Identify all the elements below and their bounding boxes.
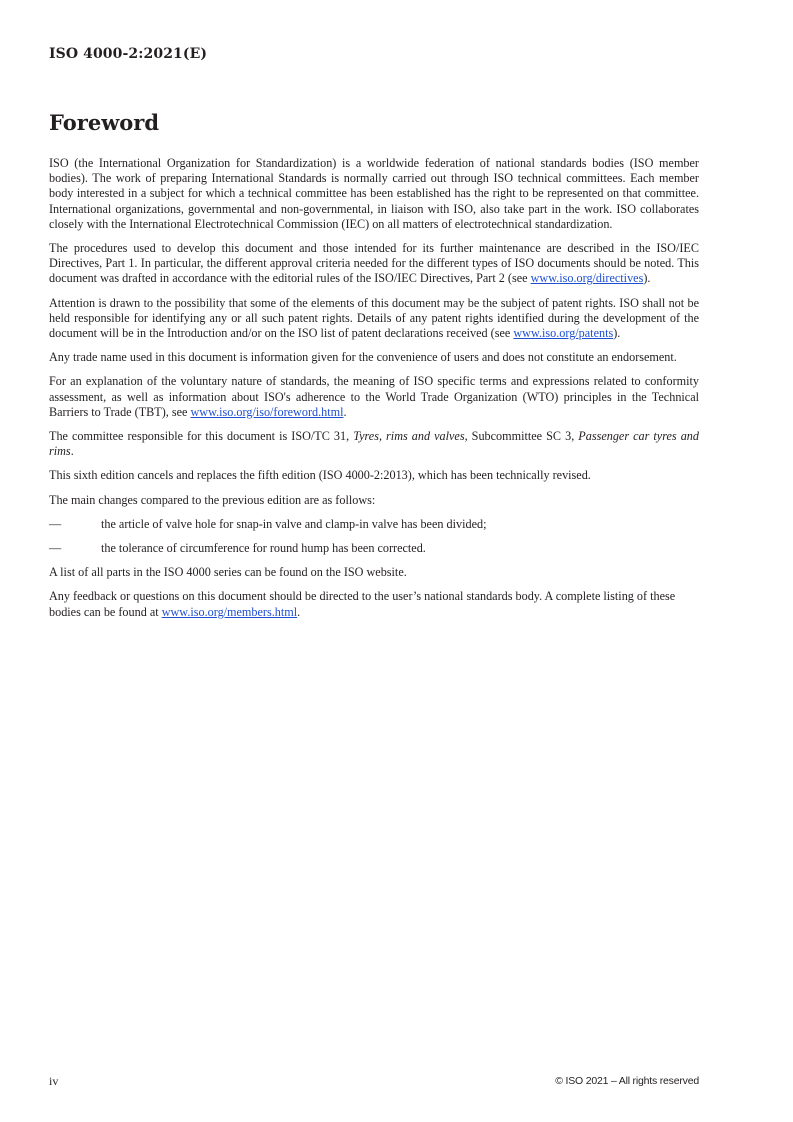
paragraph-text: The committee responsible for this document is ISO/TC 31,: [49, 429, 354, 444]
em-dash-bullet: —: [49, 516, 62, 531]
paragraph-committee: [49, 429, 699, 459]
list-item-text: the article of valve hole for snap-in valve and clamp-in valve has been divided;: [101, 516, 487, 531]
copyright-notice: © ISO 2021 – All rights reserved: [555, 1075, 699, 1087]
paragraph-text: Any feedback or questions on this document should be directed to the user’s national standards body. A complete listing of these bodies can be found at: [49, 589, 676, 619]
members-link[interactable]: www.iso.org/members.html: [161, 604, 298, 619]
list-item: [49, 541, 699, 556]
patents-link[interactable]: www.iso.org/patents: [513, 326, 614, 341]
foreword-link[interactable]: www.iso.org/iso/foreword.html: [190, 404, 344, 419]
paragraph-text: For an explanation of the voluntary nature of standards, the meaning of ISO specific terms and expressions related to conformity assessment, as well as information about ISO's adherence to the World Trade Organization (WTO) principles in the Technical Barriers to Trade (TBT), see: [49, 374, 699, 419]
em-dash-bullet: —: [49, 541, 62, 556]
paragraph-text: ).: [643, 271, 651, 286]
page-number: iv: [49, 1074, 59, 1088]
list-item-text: the tolerance of circumference for round hump has been corrected.: [101, 541, 426, 556]
committee-title: Tyres, rims and valves: [353, 429, 465, 444]
paragraph-iso-intro: ISO (the International Organization for Standardization) is a worldwide federation of national standards bodies (ISO member bodies). The work of preparing International Standards is normally carried out through ISO technical committees. Each member body interested in a subject for which a technical committee has been established has the right to be represented on that committee. International organizations, governmental and non-governmental, in liaison with ISO, also take part in the work. ISO collaborates closely with the International Electrotechnical Commission (IEC) on all matters of electrotechnical standardization.: [49, 156, 699, 231]
paragraph-series-parts: A list of all parts in the ISO 4000 series can be found on the ISO website.: [49, 565, 407, 580]
directives-link[interactable]: www.iso.org/directives: [530, 271, 644, 286]
list-item: [49, 517, 699, 532]
paragraph-text: , Subcommittee SC 3,: [464, 429, 579, 444]
paragraph-trade-name: Any trade name used in this document is information given for the convenience of users and does not constitute an endorsement.: [49, 350, 677, 365]
paragraph-text: ).: [613, 326, 621, 341]
paragraph-feedback: [49, 589, 699, 619]
paragraph-procedures: [49, 241, 699, 287]
paragraph-text: .: [297, 604, 301, 619]
paragraph-text: The procedures used to develop this document and those intended for its further maintenance are described in the ISO/IEC Directives, Part 1. In particular, the different approval criteria needed for the different types of ISO documents should be noted. This document was drafted in accordance with the editorial rules of the ISO/IEC Directives, Part 2 (see: [49, 241, 699, 286]
paragraph-edition: This sixth edition cancels and replaces the fifth edition (ISO 4000-2:2013), which has been technically revised.: [49, 468, 591, 483]
subcommittee-title: Passenger car tyres and rims: [49, 429, 699, 459]
paragraph-patents: [49, 296, 699, 342]
paragraph-text: Attention is drawn to the possibility that some of the elements of this document may be the subject of patent rights. ISO shall not be held responsible for identifying any or all such patent rights. Details of any patent rights identified during the development of the document will be in the Introduction and/or on the ISO list of patent declarations received (see: [49, 295, 699, 341]
paragraph-main-changes: The main changes compared to the previous edition are as follows:: [49, 492, 376, 507]
document-id-header: ISO 4000-2:2021(E): [49, 46, 208, 62]
page-title: Foreword: [49, 110, 160, 135]
paragraph-text: .: [343, 404, 347, 419]
paragraph-text: .: [70, 444, 74, 459]
paragraph-voluntary-nature: [49, 374, 699, 420]
foreword-body: [49, 156, 699, 629]
